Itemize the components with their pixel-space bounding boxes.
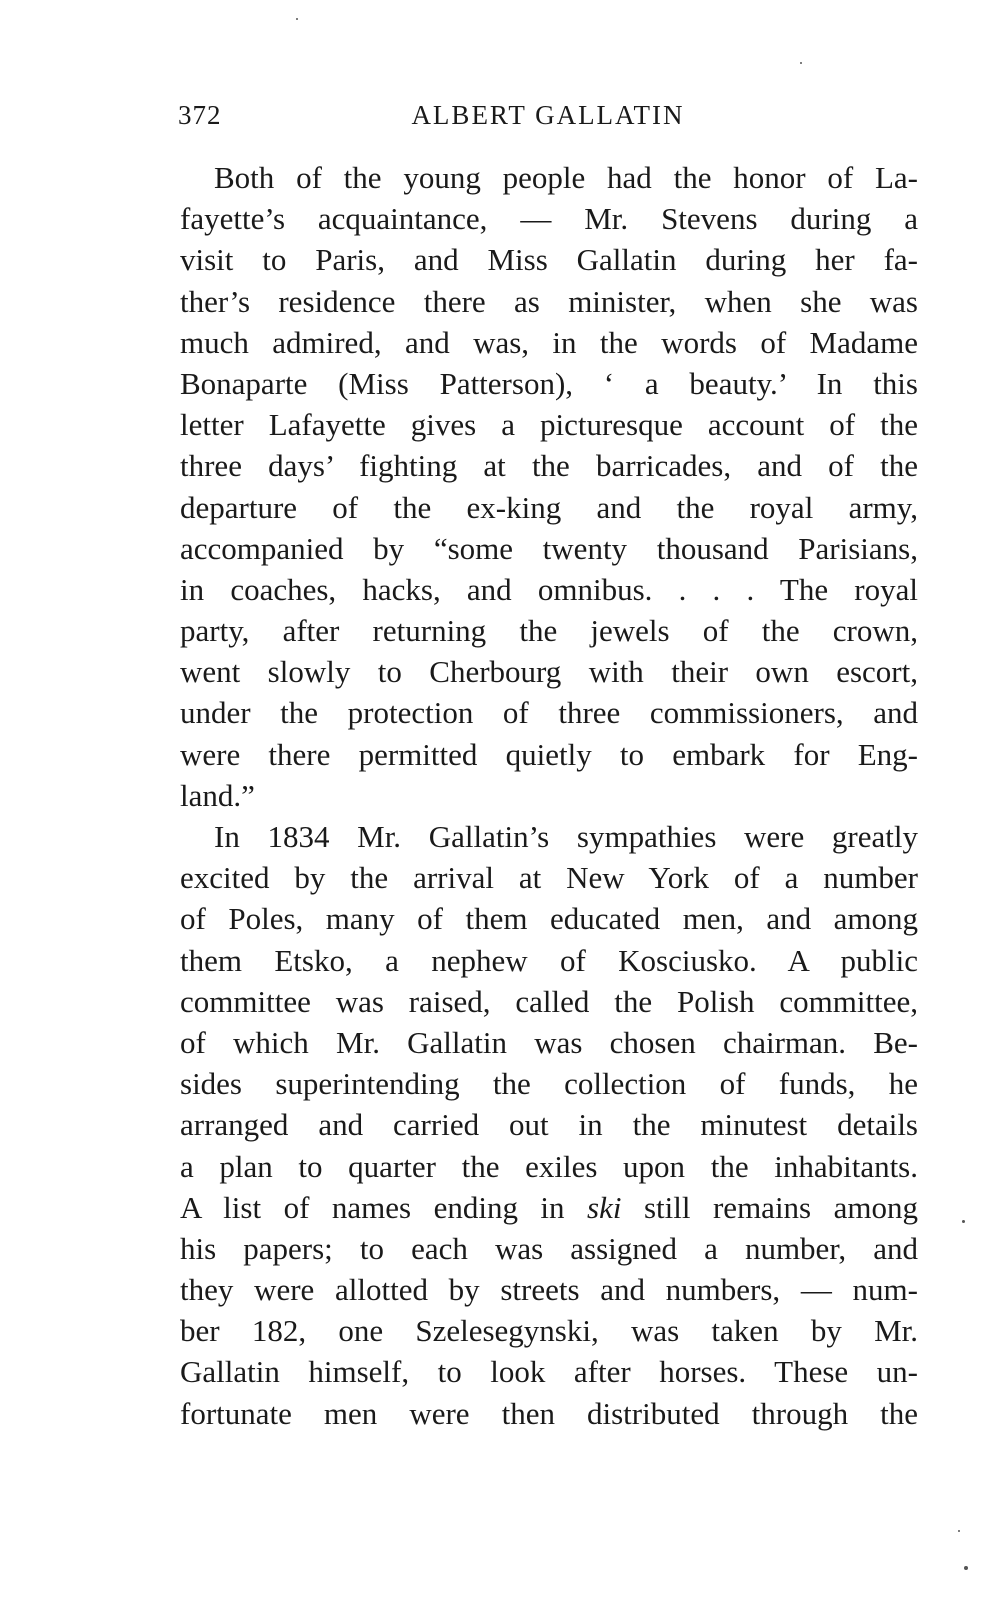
paper-speck xyxy=(958,1530,960,1532)
paper-speck xyxy=(964,1566,968,1570)
text-line: them Etsko, a nephew of Kosciusko. A public xyxy=(180,942,918,978)
paper-speck xyxy=(296,18,298,20)
text-fragment: still remains among xyxy=(621,1189,918,1225)
text-line: party, after returning the jewels of the crown, xyxy=(180,613,918,649)
text-line: Both of the young people had the honor of La- xyxy=(214,160,918,195)
text-line: Bonaparte (Miss Patterson), ‘ a beauty.’ In this xyxy=(180,365,918,401)
text-line: land.” xyxy=(180,777,255,813)
paragraph-1 xyxy=(180,157,918,816)
paper-speck xyxy=(962,1220,965,1223)
text-line: excited by the arrival at New York of a number xyxy=(180,860,918,896)
text-line: of which Mr. Gallatin was chosen chairman. Be- xyxy=(180,1024,918,1060)
text-line: of Poles, many of them educated men, and among xyxy=(180,901,918,937)
text-line: much admired, and was, in the words of Madame xyxy=(180,324,918,360)
paper-speck xyxy=(800,62,802,64)
text-line: departure of the ex-king and the royal army, xyxy=(180,489,918,525)
text-line: ber 182, one Szelesegynski, was taken by Mr. xyxy=(180,1313,918,1349)
text-fragment: A list of names ending in xyxy=(180,1189,588,1225)
text-line: letter Lafayette gives a picturesque account of the xyxy=(180,407,918,443)
running-head: ALBERT GALLATIN xyxy=(411,100,685,130)
text-line: accompanied by “some twenty thousand Parisians, xyxy=(180,530,918,566)
text-line: arranged and carried out in the minutest details xyxy=(180,1107,918,1143)
text-line: went slowly to Cherbourg with their own escort, xyxy=(180,654,918,690)
text-line: In 1834 Mr. Gallatin’s sympathies were greatly xyxy=(214,819,918,854)
italic-fragment: ski xyxy=(587,1189,622,1225)
text-line: three days’ fighting at the barricades, and of the xyxy=(180,448,918,484)
text-line: committee was raised, called the Polish committee, xyxy=(180,983,918,1019)
text-line: sides superintending the collection of funds, he xyxy=(180,1066,918,1102)
text-line: fortunate men were then distributed through the xyxy=(180,1395,918,1431)
text-line: a plan to quarter the exiles upon the inhabitants. xyxy=(180,1148,918,1184)
page-number: 372 xyxy=(178,100,222,130)
text-line: were there permitted quietly to embark for Eng- xyxy=(180,736,918,772)
text-line: his papers; to each was assigned a number, and xyxy=(180,1230,918,1266)
body-text xyxy=(180,157,918,1434)
text-line: ther’s residence there as minister, when she was xyxy=(180,283,918,319)
text-line: Gallatin himself, to look after horses. These un- xyxy=(180,1354,918,1390)
text-line: in coaches, hacks, and omnibus. . . . The royal xyxy=(180,571,918,607)
text-line: visit to Paris, and Miss Gallatin during her fa- xyxy=(180,242,918,278)
text-line: fayette’s acquaintance, — Mr. Stevens during a xyxy=(180,201,918,237)
text-line-with-italic xyxy=(180,1187,918,1228)
page-header xyxy=(178,100,918,140)
text-line: under the protection of three commissioners, and xyxy=(180,695,918,731)
paragraph-2 xyxy=(180,816,918,1434)
text-line: they were allotted by streets and numbers, — num- xyxy=(180,1272,918,1308)
